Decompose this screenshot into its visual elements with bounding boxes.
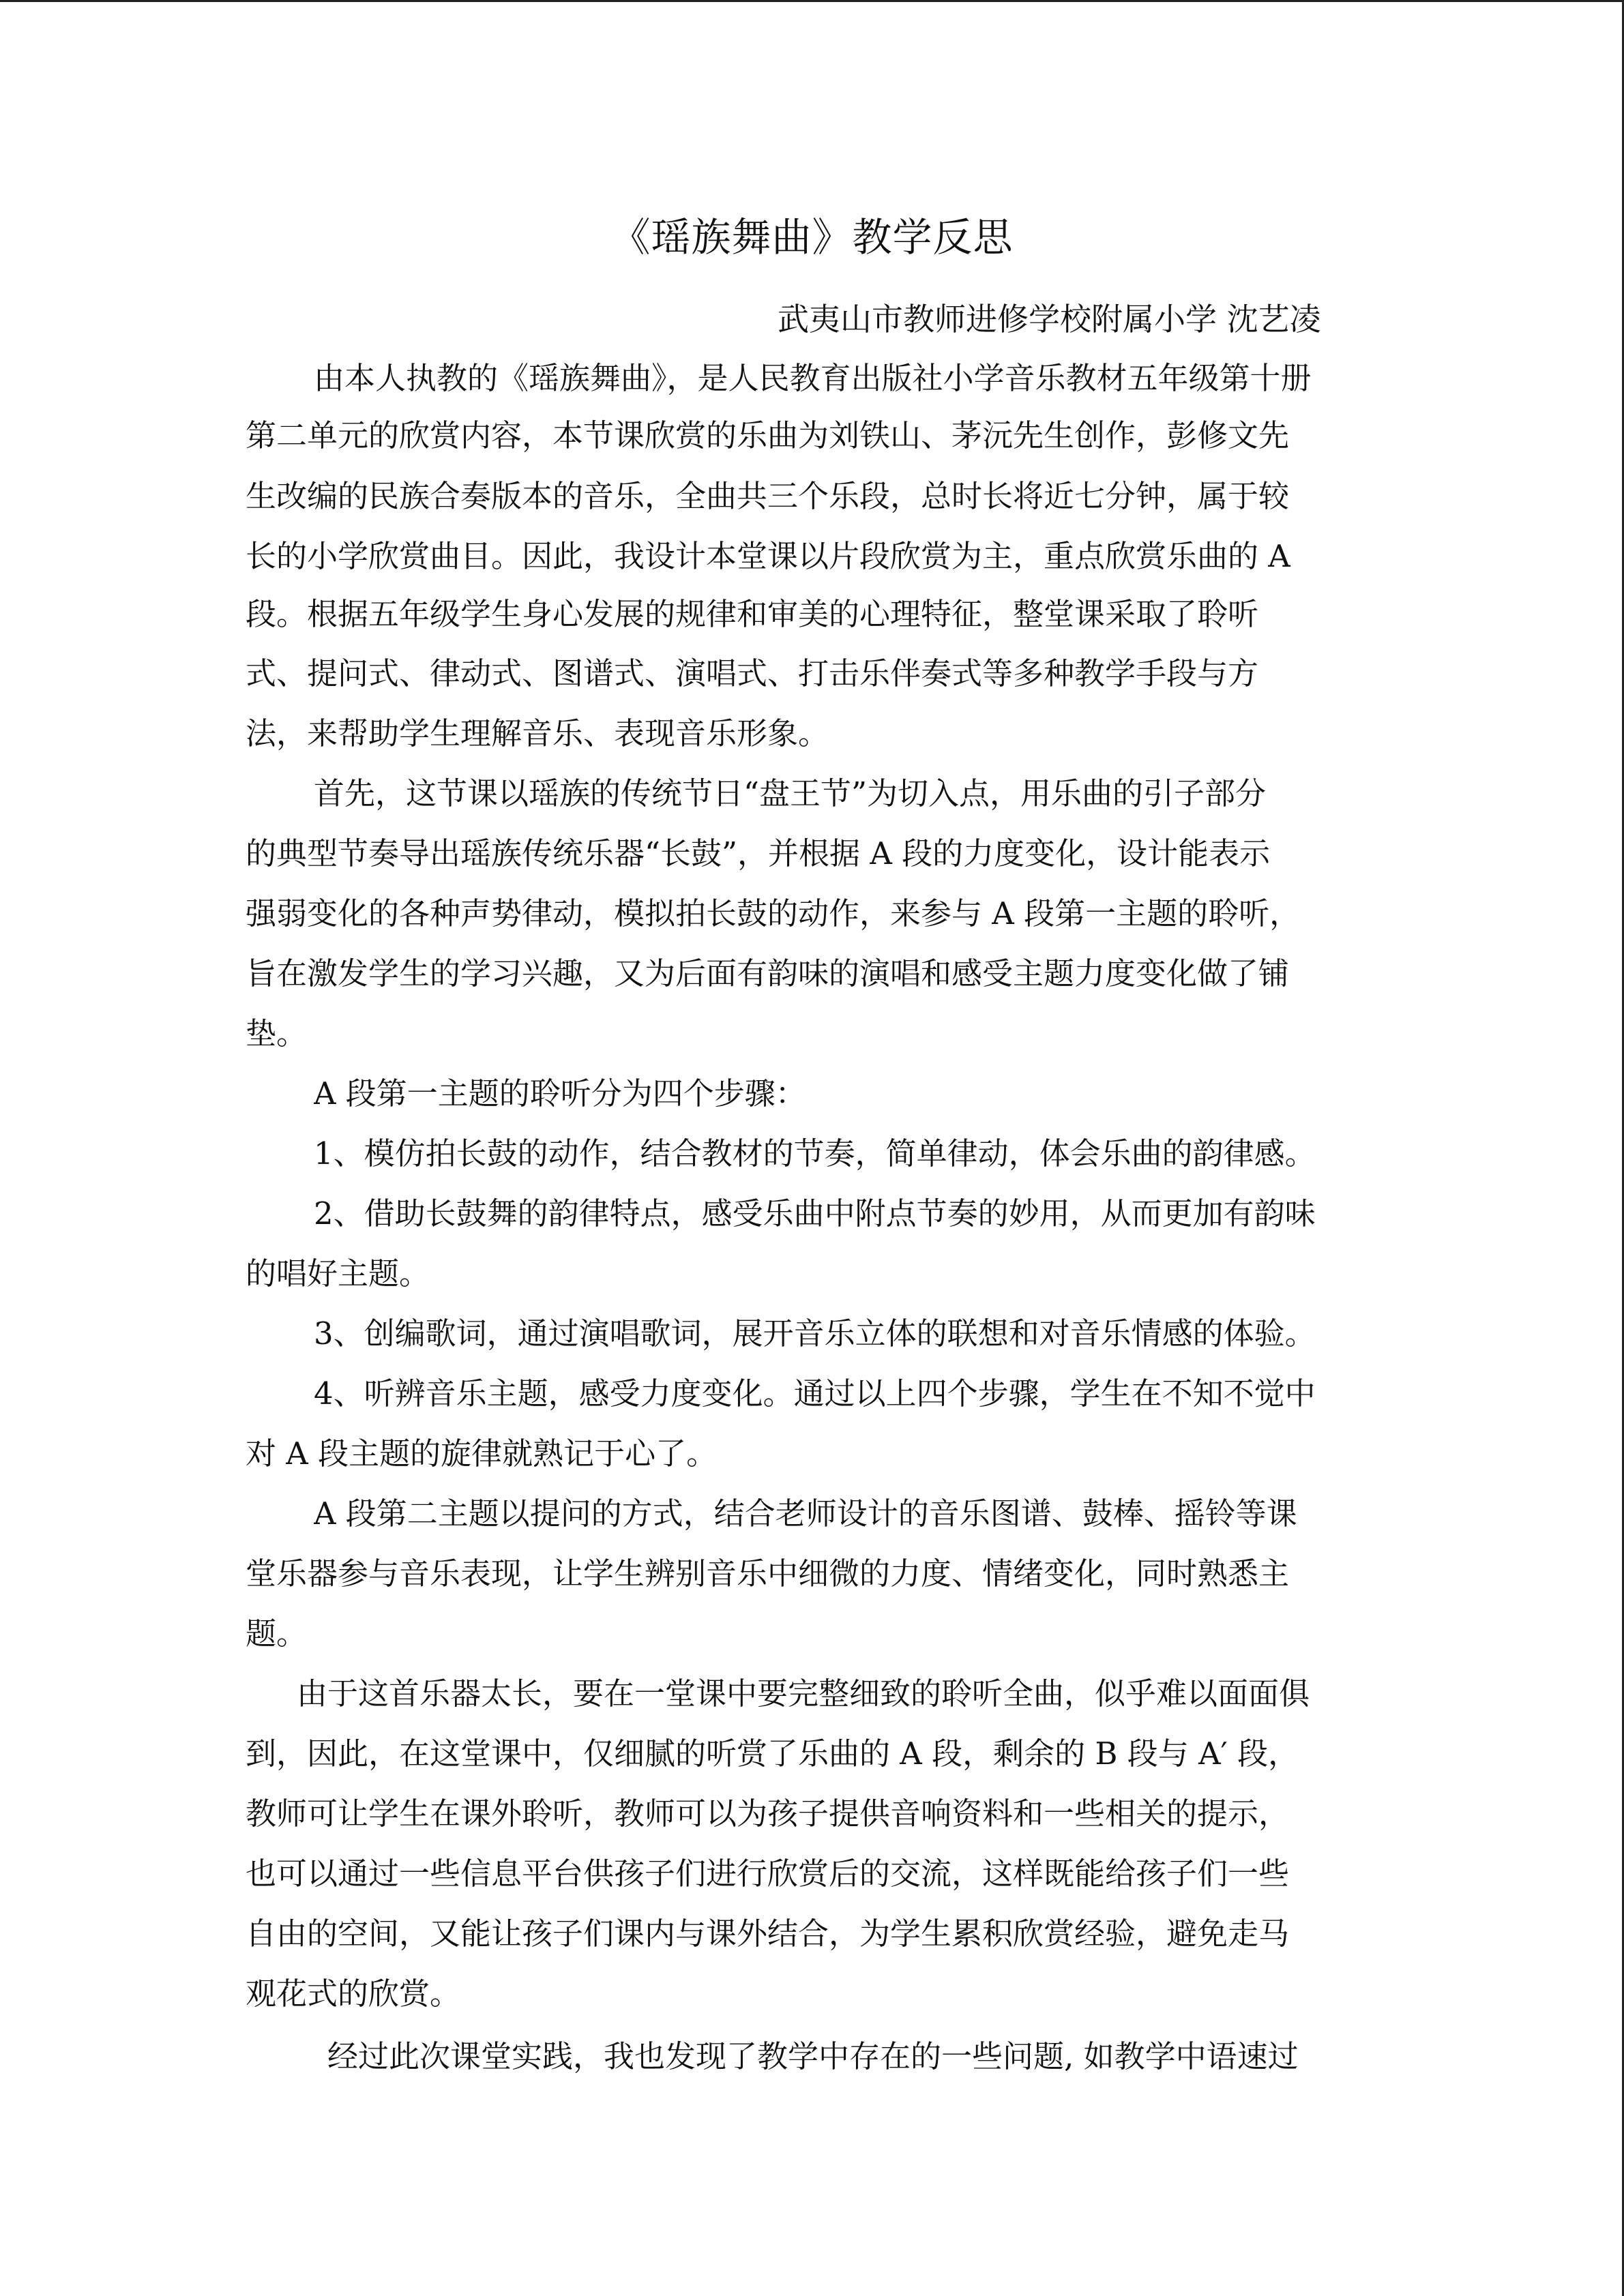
text-line: 3、创编歌词，通过演唱歌词，展开音乐立体的联想和对音乐情感的体验。: [314, 1315, 1316, 1352]
text-line: 旨在激发学生的学习兴趣，又为后面有韵味的演唱和感受主题力度变化做了铺: [246, 955, 1290, 992]
text-line: 教师可让学生在课外聆听，教师可以为孩子提供音响资料和一些相关的提示，: [246, 1795, 1290, 1832]
text-line: 垫。: [246, 1015, 308, 1052]
text-line: 由本人执教的《瑶族舞曲》，是人民教育出版社小学音乐教材五年级第十册: [314, 360, 1312, 396]
text-line: 1、模仿拍长鼓的动作，结合教材的节奏，简单律动，体会乐曲的韵律感。: [314, 1135, 1316, 1172]
text-line: 段。根据五年级学生身心发展的规律和审美的心理特征，整堂课采取了聆听: [246, 596, 1259, 632]
text-line: 堂乐器参与音乐表现，让学生辨别音乐中细微的力度、情绪变化，同时熟悉主: [246, 1555, 1290, 1592]
text-line: 第二单元的欣赏内容，本节课欣赏的乐曲为刘铁山、茅沅先生创作，彭修文先: [246, 417, 1290, 453]
text-line: 法，来帮助学生理解音乐、表现音乐形象。: [246, 715, 829, 751]
text-line: 的唱好主题。: [246, 1255, 430, 1292]
text-line: 也可以通过一些信息平台供孩子们进行欣赏后的交流，这样既能给孩子们一些: [246, 1855, 1290, 1892]
text-line: 4、听辨音乐主题，感受力度变化。通过以上四个步骤，学生在不知不觉中: [314, 1375, 1316, 1412]
text-line: A 段第二主题以提问的方式，结合老师设计的音乐图谱、鼓棒、摇铃等课: [314, 1495, 1297, 1532]
text-line: 经过此次课堂实践，我也发现了教学中存在的一些问题, 如教学中语速过: [327, 2038, 1299, 2074]
text-line: 长的小学欣赏曲目。因此，我设计本堂课以片段欣赏为主，重点欣赏乐曲的 A: [246, 538, 1290, 574]
author-line: 武夷山市教师进修学校附属小学 沈艺凌: [778, 301, 1321, 338]
text-line: 到，因此，在这堂课中，仅细腻的听赏了乐曲的 A 段，剩余的 B 段与 A′ 段，: [246, 1735, 1299, 1772]
text-line: 自由的空间，又能让孩子们课内与课外结合，为学生累积欣赏经验，避免走马: [246, 1915, 1290, 1952]
text-line: 由于这首乐器太长，要在一堂课中要完整细致的聆听全曲，似乎难以面面俱: [297, 1675, 1310, 1712]
text-line: 首先，这节课以瑶族的传统节日“盘王节”为切入点，用乐曲的引子部分: [314, 775, 1267, 811]
text-line: 2、借助长鼓舞的韵律特点，感受乐曲中附点节奏的妙用，从而更加有韵味: [314, 1195, 1316, 1232]
document-title: 《瑶族舞曲》教学反思: [610, 214, 1014, 260]
text-line: 题。: [246, 1615, 308, 1652]
text-line: 生改编的民族合奏版本的音乐，全曲共三个乐段，总时长将近七分钟，属于较: [246, 478, 1290, 514]
text-line: 对 A 段主题的旋律就熟记于心了。: [246, 1435, 718, 1472]
page-top-border: [0, 0, 1624, 2]
text-line: A 段第一主题的聆听分为四个步骤：: [314, 1075, 806, 1112]
text-line: 强弱变化的各种声势律动，模拟拍长鼓的动作，来参与 A 段第一主题的聆听，: [246, 895, 1301, 931]
text-line: 观花式的欣赏。: [246, 1976, 461, 2012]
text-line: 式、提问式、律动式、图谱式、演唱式、打击乐伴奏式等多种教学手段与方: [246, 655, 1259, 691]
text-line: 的典型节奏导出瑶族传统乐器“长鼓”，并根据 A 段的力度变化，设计能表示: [246, 835, 1271, 871]
